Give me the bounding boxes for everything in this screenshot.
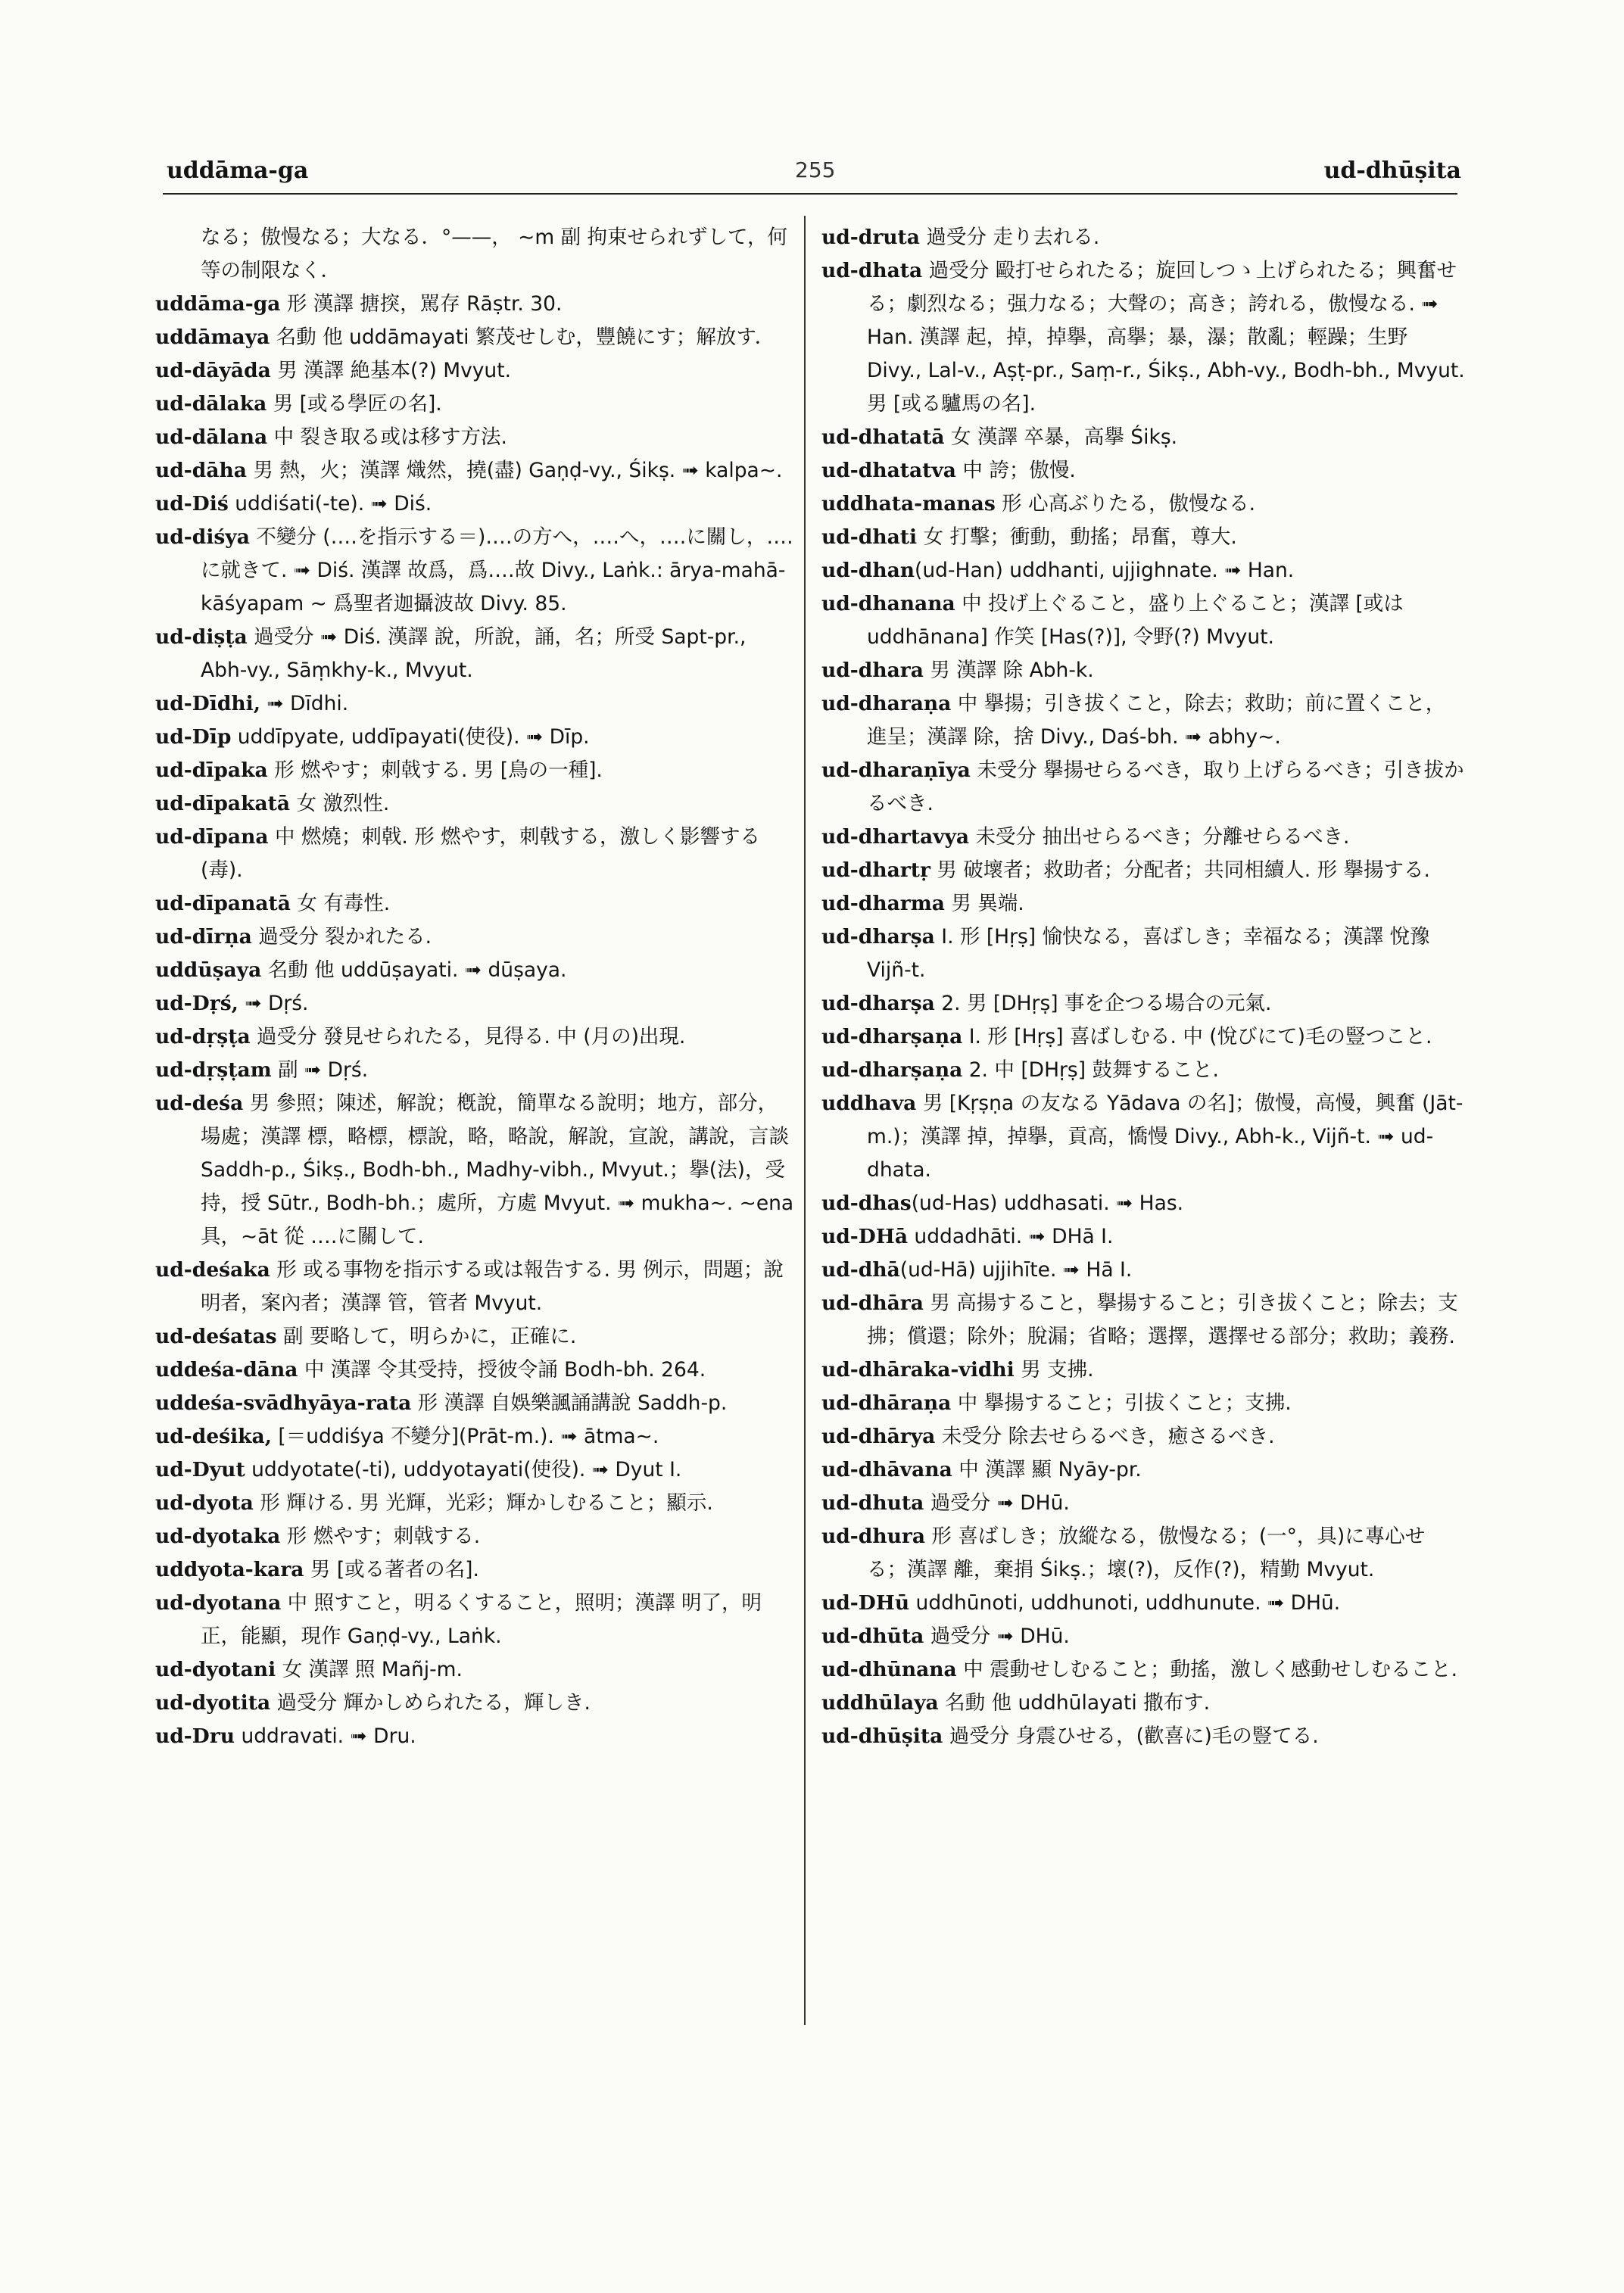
dictionary-entry	[155, 687, 795, 721]
entry-definition: 女 打擊；衝動，動搖；昂奮，尊大.	[917, 525, 1237, 549]
entry-headword: ud-dyotita	[155, 1691, 271, 1715]
dictionary-entry	[155, 954, 795, 987]
entry-headword: ud-dhan	[821, 559, 915, 582]
dictionary-entry	[155, 1254, 795, 1320]
dictionary-entry	[155, 1020, 795, 1054]
dictionary-entry	[821, 1220, 1465, 1254]
entry-definition: 男 支拂.	[1014, 1358, 1094, 1382]
dictionary-entry	[821, 1487, 1465, 1520]
dictionary-entry	[821, 421, 1465, 454]
dictionary-entry	[155, 1420, 795, 1453]
entry-definition: (ud-Has) uddhasati. ➟ Has.	[911, 1192, 1184, 1215]
entry-definition: I. 形 [Hṛṣ] 愉快なる，喜ばしき；幸福なる；漢譯 悅豫 Vijñ-t.	[867, 925, 1430, 982]
dictionary-entry	[155, 321, 795, 354]
entry-definition: 中 燃燒；刺戟. 形 燃やす，刺戟する，激しく影響する(毒).	[201, 825, 761, 882]
entry-definition: 中 投げ上ぐること，盛り上ぐること；漢譯 [或は uddhānana] 作笑 [Has(?)], 令野(?) Mvyut.	[867, 592, 1404, 649]
dictionary-entry	[155, 388, 795, 421]
entry-headword: ud-dharaṇa	[821, 692, 952, 715]
dictionary-entry	[821, 1087, 1465, 1187]
dictionary-entry	[821, 1687, 1465, 1720]
dictionary-entry	[155, 288, 795, 321]
entry-headword: uddeśa-svādhyāya-rata	[155, 1391, 412, 1415]
entry-definition: 中 擧揚すること；引拔くこと；支拂.	[951, 1391, 1292, 1415]
entry-headword: ud-dhati	[821, 525, 918, 549]
entry-definition: 形 輝ける. 男 光輝，光彩；輝かしむること；顯示.	[253, 1491, 713, 1515]
entry-definition: 過受分 輝かしめられたる，輝しき.	[270, 1691, 591, 1715]
dictionary-entry	[155, 1087, 795, 1254]
entry-definition: 未受分 抽出せらるべき；分離せらるべき.	[969, 825, 1350, 849]
entry-headword: ud-dāha	[155, 459, 247, 482]
entry-headword: ud-dhas	[821, 1192, 912, 1215]
dictionary-entry	[821, 854, 1465, 887]
entry-headword: ud-dharma	[821, 892, 945, 915]
dictionary-entry	[821, 1020, 1465, 1054]
entry-headword: ud-deśatas	[155, 1325, 277, 1348]
entry-definition: uddhūnoti, uddhunoti, uddhunute. ➟ DHū.	[909, 1591, 1341, 1615]
column-divider	[804, 216, 806, 2025]
entry-definition: 2. 男 [DHṛṣ] 事を企つる場合の元氣.	[934, 992, 1272, 1015]
dictionary-entry	[821, 1453, 1465, 1487]
left-column	[155, 221, 795, 1753]
dictionary-entry	[155, 821, 795, 887]
dictionary-entry	[155, 521, 795, 621]
entry-headword: ud-deśaka	[155, 1258, 270, 1282]
dictionary-entry	[155, 488, 795, 521]
entry-definition: 形 漢譯 搪揬，駡存 Rāṣtr. 30.	[280, 292, 563, 316]
entry-definition: uddadhāti. ➟ DHā I.	[907, 1225, 1114, 1248]
entry-definition: uddiśati(-te). ➟ Diś.	[228, 492, 432, 516]
entry-definition: 女 激烈性.	[290, 792, 390, 815]
entry-headword: ud-Dyut	[155, 1458, 245, 1481]
dictionary-entry	[155, 1520, 795, 1553]
dictionary-entry	[155, 921, 795, 954]
entry-headword: uddeśa-dāna	[155, 1358, 298, 1382]
dictionary-entry	[155, 421, 795, 454]
entry-definition: 男 [Kṛṣṇa の友なる Yādava の名]；傲慢，高慢，興奮 (Jāt-m.)；漢譯 掉，掉擧，貢高，憍慢 Divy., Abh-k., Vijñ-t. ➟ ud-dhata.	[867, 1092, 1463, 1182]
dictionary-entry	[821, 1653, 1465, 1687]
entry-definition: 未受分 擧揚せらるべき，取り上げらるべき；引き拔かるべき.	[867, 759, 1464, 815]
entry-definition: 男 破壞者；救助者；分配者；共同相續人. 形 擧揚する.	[930, 858, 1430, 882]
dictionary-entry	[155, 721, 795, 754]
entry-headword: ud-Diś	[155, 492, 229, 516]
entry-definition: 女 漢譯 卒暴，高擧 Śikṣ.	[944, 425, 1178, 449]
entry-headword: uddūṣaya	[155, 958, 262, 982]
entry-headword: ud-diṣṭa	[155, 625, 248, 649]
entry-headword: uddāmaya	[155, 326, 270, 349]
entry-headword: ud-dhartṛ	[821, 858, 930, 882]
dictionary-entry	[155, 1587, 795, 1653]
entry-definition: 中 擧揚；引き拔くこと，除去；救助；前に置くこと，進呈；漢譯 除，捨 Divy., Daś-bh. ➟ abhy∼.	[867, 692, 1446, 749]
entry-headword: ud-dālaka	[155, 392, 267, 416]
dictionary-entry	[821, 687, 1465, 754]
entry-definition: (ud-Han) uddhanti, ujjighnate. ➟ Han.	[915, 559, 1295, 582]
entry-headword: ud-dīpaka	[155, 759, 268, 782]
entry-headword: uddhava	[821, 1092, 917, 1115]
entry-headword: ud-dīrṇa	[155, 925, 252, 949]
entry-headword: ud-dyotani	[155, 1658, 276, 1681]
dictionary-entry	[821, 221, 1465, 254]
dictionary-entry	[821, 921, 1465, 987]
entry-headword: ud-dhartavya	[821, 825, 970, 849]
dictionary-entry	[155, 1553, 795, 1587]
entry-definition: 男 高揚すること，擧揚すること；引き拔くこと；除去；支拂；償還；除外；脫漏；省略；選擇，選擇せる部分；救助；義務.	[867, 1291, 1458, 1348]
dictionary-entry	[821, 1354, 1465, 1387]
entry-headword: ud-dhāvana	[821, 1458, 952, 1481]
entry-definition: 形 燃やす；刺戟する. 男 [鳥の一種].	[267, 759, 603, 782]
entry-definition: 男 [或る學匠の名].	[267, 392, 442, 416]
entry-headword: ud-dhatatva	[821, 459, 956, 482]
dictionary-entry	[821, 1620, 1465, 1653]
entry-definition: 形 燃やす；刺戟する.	[280, 1525, 481, 1548]
entry-headword: ud-dyotaka	[155, 1525, 281, 1548]
running-head-right: ud-dhūṣita	[1323, 157, 1461, 184]
entry-definition: uddīpyate, uddīpayati(使役). ➟ Dīp.	[231, 725, 590, 749]
entry-headword: ud-dāyāda	[155, 359, 271, 382]
header-rule	[163, 193, 1457, 195]
entry-definition: 中 漢譯 令其受持，授彼令誦 Bodh-bh. 264.	[298, 1358, 706, 1382]
dictionary-entry	[821, 754, 1465, 821]
entry-headword: ud-dharṣa	[821, 992, 935, 1015]
entry-headword: ud-Dṛś,	[155, 992, 238, 1015]
entry-headword: ud-Dīp	[155, 725, 232, 749]
entry-headword: ud-Dīdhi,	[155, 692, 260, 715]
dictionary-entry	[155, 1387, 795, 1420]
entry-definition: I. 形 [Hṛṣ] 喜ばしむる. 中 (悅びにて)毛の豎つこと.	[962, 1025, 1432, 1048]
dictionary-entry	[821, 1254, 1465, 1287]
entry-headword: ud-dhārya	[821, 1425, 936, 1448]
entry-definition: 副 ➟ Dṛś.	[271, 1058, 369, 1082]
entry-headword: ud-dhāraka-vidhi	[821, 1358, 1015, 1382]
entry-definition: 男 漢譯 除 Abh-k.	[923, 659, 1094, 682]
entry-headword: ud-dyota	[155, 1491, 254, 1515]
entry-definition: 中 照すこと，明るくすること，照明；漢譯 明了，明正，能顯，現作 Gaṇḍ-vy., Laṅk.	[201, 1591, 762, 1648]
dictionary-entry	[821, 1187, 1465, 1220]
entry-headword: ud-dharaṇīya	[821, 759, 971, 782]
dictionary-entry	[155, 454, 795, 488]
dictionary-entry	[155, 354, 795, 388]
entry-headword: ud-dṛṣṭam	[155, 1058, 272, 1082]
entry-headword: ud-DHā	[821, 1225, 908, 1248]
dictionary-entry	[155, 787, 795, 821]
entry-definition: 中 漢譯 顯 Nyāy-pr.	[952, 1458, 1142, 1481]
entry-definition: 中 裂き取る或は移す方法.	[267, 425, 507, 449]
right-column	[821, 221, 1465, 1753]
dictionary-entry	[155, 1054, 795, 1087]
entry-definition: 名動 他 uddāmayati 繁茂せしむ，豐饒にす；解放す．	[270, 326, 775, 349]
entry-headword: ud-dhāra	[821, 1291, 924, 1315]
entry-headword: ud-dīpana	[155, 825, 269, 849]
entry-headword: ud-dhūṣita	[821, 1724, 943, 1748]
entry-definition: 過受分 裂かれたる.	[251, 925, 432, 949]
entry-headword: ud-deśika,	[155, 1425, 272, 1448]
dictionary-entry	[821, 1287, 1465, 1354]
entry-definition: 形 喜ばしき；放縱なる，傲慢なる；(一°，具)に專心せる；漢譯 離，棄捐 Śikṣ.；壞(?)，反作(?)，精勤 Mvyut.	[867, 1525, 1426, 1581]
entry-headword: ud-DHū	[821, 1591, 910, 1615]
dictionary-entry	[821, 587, 1465, 654]
dictionary-entry	[821, 1387, 1465, 1420]
dictionary-entry	[155, 1453, 795, 1487]
entry-headword: ud-dhūnana	[821, 1658, 957, 1681]
dictionary-entry	[821, 1720, 1465, 1753]
entry-headword: ud-dhāraṇa	[821, 1391, 952, 1415]
entry-headword: ud-dhara	[821, 659, 924, 682]
running-head-left: uddāma-ga	[167, 157, 309, 184]
dictionary-entry	[821, 821, 1465, 854]
entry-headword: ud-dharṣaṇa	[821, 1058, 963, 1082]
dictionary-entry	[155, 754, 795, 787]
dictionary-entry	[821, 521, 1465, 554]
entry-headword: ud-dharṣa	[821, 925, 935, 949]
dictionary-entry	[821, 254, 1465, 421]
entry-headword: uddyota-kara	[155, 1558, 304, 1581]
entry-headword: ud-dhā	[821, 1258, 900, 1282]
dictionary-entry	[155, 621, 795, 687]
entry-headword: ud-dhūta	[821, 1625, 924, 1648]
entry-headword: uddhata-manas	[821, 492, 996, 516]
entry-definition: 名動 他 uddhūlayati 撒布す.	[938, 1691, 1211, 1715]
entry-definition: 過受分 發見せられたる，見得る. 中 (月の)出現.	[250, 1025, 686, 1048]
entry-definition: 中 誇；傲慢.	[955, 459, 1076, 482]
entry-definition: 過受分 走り去れる.	[919, 226, 1100, 249]
dictionary-entry	[155, 1354, 795, 1387]
entry-headword: ud-druta	[821, 226, 920, 249]
entry-headword: ud-dhanana	[821, 592, 955, 615]
entry-headword: uddāma-ga	[155, 292, 281, 316]
entry-definition: 男 異端.	[944, 892, 1024, 915]
entry-definition: 過受分 身震ひせる，(歡喜に)毛の豎てる.	[943, 1724, 1319, 1748]
entry-headword: ud-dīpanatā	[155, 892, 291, 915]
entry-headword: ud-diśya	[155, 525, 250, 549]
entry-headword: ud-Dru	[155, 1724, 235, 1748]
entry-definition: (ud-Hā) ujjihīte. ➟ Hā I.	[899, 1258, 1133, 1282]
entry-definition: 過受分 ➟ Diś. 漢譯 說，所說，誦，名；所受 Sapt-pr., Abh-vy., Sāṃkhy-k., Mvyut.	[201, 625, 747, 682]
dictionary-entry	[821, 554, 1465, 587]
entry-definition: 男 參照；陳述，解說；槪說，簡單なる說明；地方，部分，場處；漢譯 標，略標，標說，略，略說，解說，宣說，講說，言談 Saddh-p., Śikṣ., Bodh-bh., Madhy-vibh., Mvyut.；擧(法)，受持，授 Sūtr., Bodh-bh.；處所，方處 Mvyut. ➟ mukha∼. ∼ena 具，∼āt 從 ‥‥に關して.	[201, 1092, 794, 1248]
dictionary-entry	[155, 1487, 795, 1520]
dictionary-entry	[821, 1420, 1465, 1453]
entry-definition: 2. 中 [DHṛṣ] 鼓舞すること.	[962, 1058, 1219, 1082]
dictionary-entry	[155, 221, 795, 288]
dictionary-entry	[155, 987, 795, 1020]
entry-headword: ud-dṛṣṭa	[155, 1025, 251, 1048]
entry-definition: 女 有毒性.	[290, 892, 391, 915]
entry-definition: 過受分 毆打せられたる；旋回しつゝ上げられたる；興奮せる；劇烈なる；强力なる；大聲の；高き；誇れる，傲慢なる. ➟ Han. 漢譯 起，掉，掉擧，高擧；暴，瀑；散亂；輕躁；生野 Divy., Lal-v., Aṣṭ-pr., Saṃ-r., Śikṣ., Abh-vy., Bodh-bh., Mvyut. 男 [或る驢馬の名].	[867, 259, 1465, 416]
entry-definition: 男 熱，火；漢譯 熾然，撓(盡) Gaṇḍ-vy., Śikṣ. ➟ kalpa∼.	[246, 459, 783, 482]
entry-definition: ➟ Dṛś.	[238, 992, 309, 1015]
entry-headword: ud-dhatatā	[821, 425, 945, 449]
entry-definition: 男 [或る著者の名].	[304, 1558, 479, 1581]
entry-headword: ud-dhura	[821, 1525, 925, 1548]
entry-headword: ud-dharṣaṇa	[821, 1025, 963, 1048]
entry-definition: 女 漢譯 照 Mañj-m.	[276, 1658, 463, 1681]
dictionary-entry	[821, 887, 1465, 921]
dictionary-entry	[155, 1687, 795, 1720]
entry-definition: なる；傲慢なる；大なる．°——， ∼m 副 拘束せられずして，何等の制限なく．	[201, 226, 788, 282]
entry-definition: 過受分 ➟ DHū.	[924, 1625, 1070, 1648]
entry-definition: 中 震動せしむること；動搖，激しく感動せしむること.	[956, 1658, 1458, 1681]
entry-definition: 名動 他 uddūṣayati. ➟ dūṣaya.	[261, 958, 567, 982]
entry-definition: 不變分 (‥‥を指示する＝)‥‥の方へ，‥‥へ，‥‥に關し，‥‥に就きて. ➟ Diś. 漢譯 故爲，爲‥‥故 Divy., Laṅk.: ārya-mahā-kāśyapam ∼ 爲聖者迦攝波故 Divy. 85.	[201, 525, 793, 615]
dictionary-entry	[155, 887, 795, 921]
entry-definition: ➟ Dīdhi.	[260, 692, 349, 715]
dictionary-entry	[155, 1320, 795, 1354]
entry-definition: uddravati. ➟ Dru.	[235, 1724, 416, 1748]
entry-headword: ud-dhuta	[821, 1491, 924, 1515]
dictionary-entry	[821, 1054, 1465, 1087]
entry-definition: 未受分 除去せらるべき，癒さるべき.	[935, 1425, 1275, 1448]
dictionary-entry	[155, 1720, 795, 1753]
entry-definition: 形 或る事物を指示する或は報告する. 男 例示，問題；說明者，案內者；漢譯 管，管者 Mvyut.	[201, 1258, 784, 1315]
entry-definition: 形 漢譯 自娛樂諷誦講說 Saddh-p.	[411, 1391, 728, 1415]
dictionary-entry	[821, 987, 1465, 1020]
entry-headword: uddhūlaya	[821, 1691, 939, 1715]
entry-definition: [＝uddiśya 不變分](Prāt-m.). ➟ ātma∼.	[271, 1425, 659, 1448]
entry-definition: 男 漢譯 絶基本(?) Mvyut.	[270, 359, 512, 382]
entry-definition: uddyotate(-ti), uddyotayati(使役). ➟ Dyut I.	[245, 1458, 682, 1481]
entry-definition: 過受分 ➟ DHū.	[924, 1491, 1070, 1515]
entry-headword: ud-dālana	[155, 425, 268, 449]
dictionary-entry	[155, 1653, 795, 1687]
dictionary-entry	[821, 488, 1465, 521]
dictionary-entry	[821, 1587, 1465, 1620]
page-number: 255	[795, 157, 836, 182]
entry-definition: 副 要略して，明らかに，正確に.	[276, 1325, 577, 1348]
dictionary-entry	[821, 1520, 1465, 1587]
entry-headword: ud-deśa	[155, 1092, 244, 1115]
dictionary-entry	[821, 454, 1465, 488]
entry-definition: 形 心高ぶりたる，傲慢なる.	[995, 492, 1256, 516]
entry-headword: ud-dyotana	[155, 1591, 282, 1615]
entry-headword: ud-dhata	[821, 259, 923, 282]
entry-headword: ud-dīpakatā	[155, 792, 291, 815]
dictionary-entry	[821, 654, 1465, 687]
